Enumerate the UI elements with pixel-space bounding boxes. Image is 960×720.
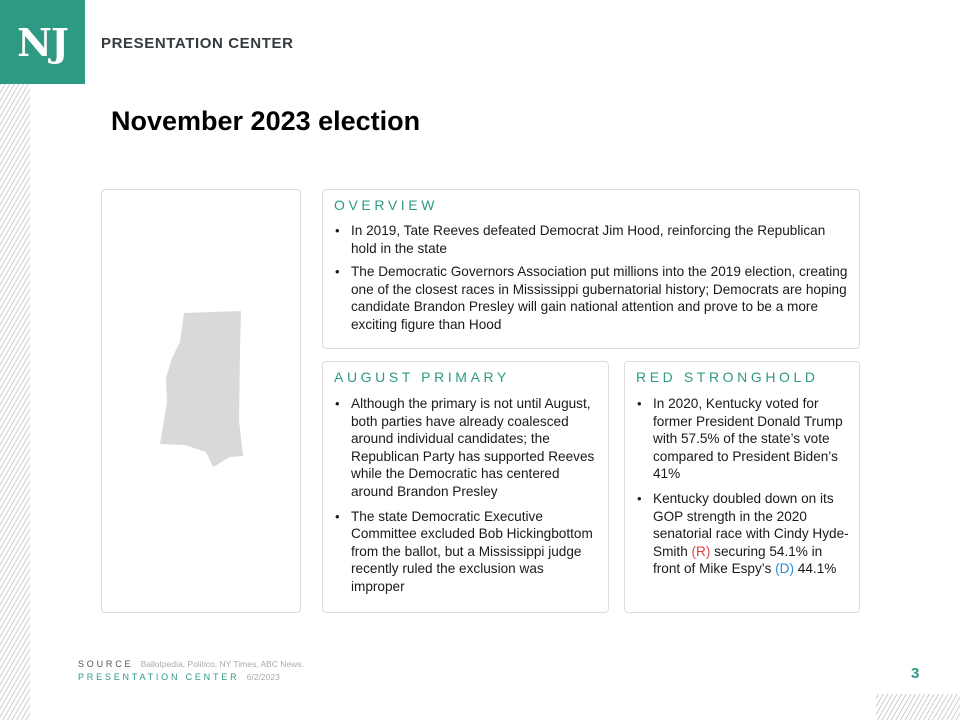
republican-tag: (R) <box>691 543 711 559</box>
overview-bullet-2: • The Democratic Governors Association put millions into the 2019 election, creating one of the closest races in Mississippi gubernatorial history; Democrats are hoping candidate Brandon Presley will gain national attention and prove to be a more exciting figure than Hood <box>334 263 849 333</box>
august-primary-label: AUGUST PRIMARY <box>334 369 510 385</box>
footer-presentation-center <box>78 672 280 682</box>
red-stronghold-card <box>624 361 860 613</box>
overview-label: OVERVIEW <box>334 197 439 213</box>
bullet-text-pre: Kentucky doubled down on its GOP strength in the 2020 senatorial race with Cindy Hyde-Smith <box>653 490 849 559</box>
bullet-text-mid: securing 54.1% in front of Mike Espy’s <box>653 543 823 577</box>
footer-source <box>78 659 304 669</box>
mississippi-map-icon <box>158 310 248 470</box>
logo-text: NJ <box>17 19 68 65</box>
red-stronghold-bullet-1: • In 2020, Kentucky voted for former President Donald Trump with 57.5% of the state’s vote compared to President Biden’s 41% <box>636 395 849 483</box>
decorative-hatch-bottom-right <box>876 694 960 720</box>
source-label: SOURCE <box>78 659 134 669</box>
source-value: Ballotpedia, Politico, NY Times, ABC News. <box>140 659 304 669</box>
red-stronghold-bullet-2 <box>636 490 849 578</box>
august-primary-bullet-2: • The state Democratic Executive Committee excluded Bob Hickingbottom from the ballot, but a Mississippi judge recently ruled the exclusion was improper <box>334 508 598 596</box>
red-stronghold-label: RED STRONGHOLD <box>636 369 819 385</box>
democrat-tag: (D) <box>775 561 795 577</box>
august-primary-bullet-1: • Although the primary is not until August, both parties have already coalesced around individual candidates; the Republican Party has supported Reeves while the Democratic has centered around Brandon Presley <box>334 395 598 501</box>
mississippi-state-shape <box>160 311 243 467</box>
page-title: November 2023 election <box>111 106 421 136</box>
red-stronghold-bullets <box>636 395 849 585</box>
august-primary-bullets <box>334 395 598 603</box>
decorative-hatch-left <box>0 84 30 720</box>
overview-card <box>322 189 860 349</box>
bullet-text-post: 44.1% <box>794 561 837 577</box>
brand-title: PRESENTATION CENTER <box>101 35 294 52</box>
overview-bullet-1: • In 2019, Tate Reeves defeated Democrat Jim Hood, reinforcing the Republican hold in the state <box>334 222 849 257</box>
overview-bullets <box>334 222 849 340</box>
map-card <box>101 189 301 613</box>
page-number: 3 <box>911 665 920 682</box>
august-primary-card <box>322 361 609 613</box>
footer-pc-label: PRESENTATION CENTER <box>78 672 240 682</box>
footer-date: 6/2/2023 <box>246 672 280 682</box>
nj-logo <box>0 0 85 84</box>
